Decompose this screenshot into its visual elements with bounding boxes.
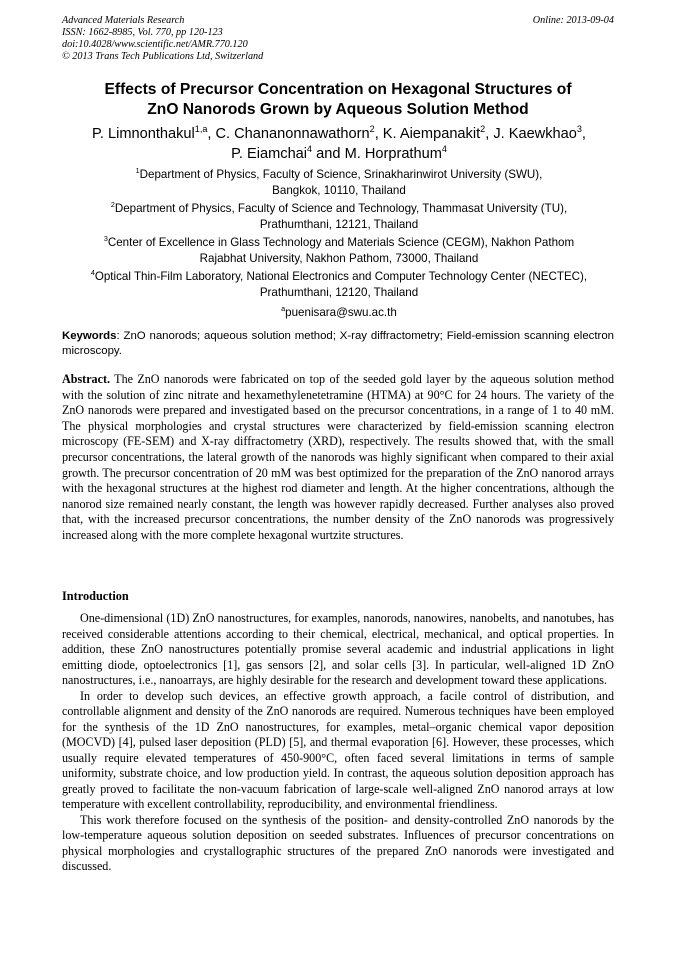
- author-name: C. Chananonnawathorn: [215, 126, 370, 142]
- author-affiliation-mark: 2: [480, 124, 486, 135]
- issn-line: ISSN: 1662-8985, Vol. 770, pp 120-123: [62, 27, 223, 38]
- affiliation-line: Prathumthani, 12120, Thailand: [259, 285, 419, 299]
- copyright-line: © 2013 Trans Tech Publications Ltd, Switzerland: [62, 51, 264, 62]
- author-affiliation-mark: 2: [369, 124, 375, 135]
- corresponding-email[interactable]: [58, 305, 620, 321]
- author-list: [58, 124, 620, 164]
- author: [493, 126, 586, 142]
- journal-header: [62, 15, 614, 63]
- affiliation-number: 1: [135, 166, 140, 176]
- author-separator: ,: [374, 126, 383, 142]
- author-name: P. Limnonthakul: [92, 126, 195, 142]
- introduction-body: [62, 611, 614, 875]
- online-date: Online: 2013-09-04: [532, 15, 614, 26]
- author-affiliation-mark: 3: [576, 124, 582, 135]
- author-name: M. Horprathum: [344, 146, 442, 162]
- journal-name: Advanced Materials Research: [62, 15, 185, 26]
- affiliation-line: Prathumthani, 12121, Thailand: [259, 217, 419, 231]
- affiliation-line: Department of Physics, Faculty of Science and Technology, Thammasat University (TU),: [114, 202, 568, 215]
- affiliation-list: [58, 167, 620, 321]
- abstract-text: The ZnO nanorods were fabricated on top of the seeded gold layer by the aqueous solution method with the solution of zinc nitrate and hexamethylenetetramine (HTMA) at 90°C for 24 hours. The variety of the ZnO nanorods were prepared and investigated based on the precursor concentrations, in a range of 1 to 40 mM. The physical morphologies and crystal structures were characterized by field-emission scanning electron microscopy (FE-SEM) and X-ray diffractometry (XRD), respectively. The results showed that, with the small precursor concentrations, the lateral growth of the nanorods was highly significant when compared to their axial growth. The precursor concentration of 20 mM was best optimized for the preparation of the ZnO nanorod arrays with the hexagonal structures at the highest rod diameter and length. At the higher concentrations, although the nanorod size remained nearly constant, the length was however rapidly decreased. Further analyses also proved that, with the increased precursor concentrations, the number density of the ZnO nanorods was progressively increased along with the more complete hexagonal wurtzite structures.: [62, 372, 614, 542]
- author-separator: and: [312, 146, 345, 162]
- affiliation-line: Center of Excellence in Glass Technology and Materials Science (CEGM), Nakhon Pathom: [107, 236, 575, 249]
- author: [345, 146, 447, 162]
- email-address[interactable]: puenisara@swu.ac.th: [285, 306, 397, 319]
- paragraph: This work therefore focused on the synthesis of the position- and density-controlled ZnO nanorods by the low-temperature aqueous solution deposition on seeded substrates. Influences of precursor concentrations on physical morphologies and crystallographic structures of the prepared ZnO nanorods were investigated and discussed.: [62, 812, 614, 873]
- paragraph: In order to develop such devices, an effective growth approach, a facile control of distribution, and controllable alignment and density of the ZnO nanorods are required. Numerous techniques have been employed for the synthesis of the 1D ZnO nanostructures, for examples, metal–organic chemical vapor deposition (MOCVD) [4], pulsed laser deposition (PLD) [5], and thermal evaporation [6]. However, these processes, which usually require elevated temperatures of 450-900°C, often faced several limitations in terms of sample uniformity, substrate choice, and low production yield. In contrast, the aqueous solution deposition approach has greatly proved to facilitate the non-vacuum fabrication of large-scale well-aligned ZnO nanorod arrays at low temperature with excellent controllability, reproducibility, and environmental friendliness.: [62, 688, 614, 811]
- affiliation-line: Rajabhat University, Nakhon Pathom, 73000, Thailand: [199, 251, 479, 265]
- affiliation: [58, 269, 620, 300]
- affiliation-number: 4: [90, 268, 95, 278]
- affiliation: [58, 167, 620, 198]
- author-affiliation-mark: 1,a: [194, 124, 208, 135]
- author-name: P. Eiamchai: [231, 146, 308, 162]
- author-separator: ,: [485, 126, 494, 142]
- author: [92, 126, 215, 142]
- author: [231, 146, 345, 162]
- affiliation: [58, 201, 620, 232]
- author: [215, 126, 382, 142]
- affiliation-number: 2: [110, 200, 115, 210]
- keywords: [62, 329, 614, 359]
- author-name: K. Aiempanakit: [382, 126, 481, 142]
- title-line-2: ZnO Nanorods Grown by Aqueous Solution Method: [147, 101, 529, 118]
- doi-line: doi:10.4028/www.scientific.net/AMR.770.120: [62, 39, 248, 50]
- keywords-text: : ZnO nanorods; aqueous solution method; X-ray diffractometry; Field-emission scanning electron microscopy.: [62, 330, 614, 357]
- author-separator: ,: [207, 126, 216, 142]
- title-line-1: Effects of Precursor Concentration on Hexagonal Structures of: [104, 81, 572, 98]
- affiliation-number: 3: [103, 234, 108, 244]
- section-heading: Introduction: [62, 589, 129, 603]
- affiliation-line: Bangkok, 10110, Thailand: [272, 183, 406, 197]
- affiliation-line: Optical Thin-Film Laboratory, National Electronics and Computer Technology Center (NECTEC),: [94, 270, 588, 283]
- paragraph: One-dimensional (1D) ZnO nanostructures, for examples, nanorods, nanowires, nanobelts, and nanotubes, has received considerable attentions according to their chemical, electrical, mechanical, and optical properties. In addition, these ZnO nanostructures potentially promise several academic and industrial applications in light emitting diode, optoelectronics [1], gas sensors [2], and solar cells [3]. In particular, well-aligned 1D ZnO nanostructures, i.e., nanoarrays, are highly desirable for the research and development toward these applications.: [62, 611, 614, 687]
- abstract-label: Abstract.: [62, 372, 111, 386]
- affiliation-line: Department of Physics, Faculty of Science, Srinakharinwirot University (SWU),: [139, 168, 543, 181]
- author-affiliation-mark: 4: [441, 144, 447, 155]
- author-name: J. Kaewkhao: [493, 126, 577, 142]
- abstract: [62, 372, 614, 544]
- author-separator: ,: [581, 126, 586, 142]
- email-mark: a: [281, 304, 286, 314]
- author: [383, 126, 494, 142]
- affiliation: [58, 235, 620, 266]
- paper-title: [62, 80, 614, 120]
- author-affiliation-mark: 4: [307, 144, 313, 155]
- keywords-label: Keywords: [62, 330, 117, 342]
